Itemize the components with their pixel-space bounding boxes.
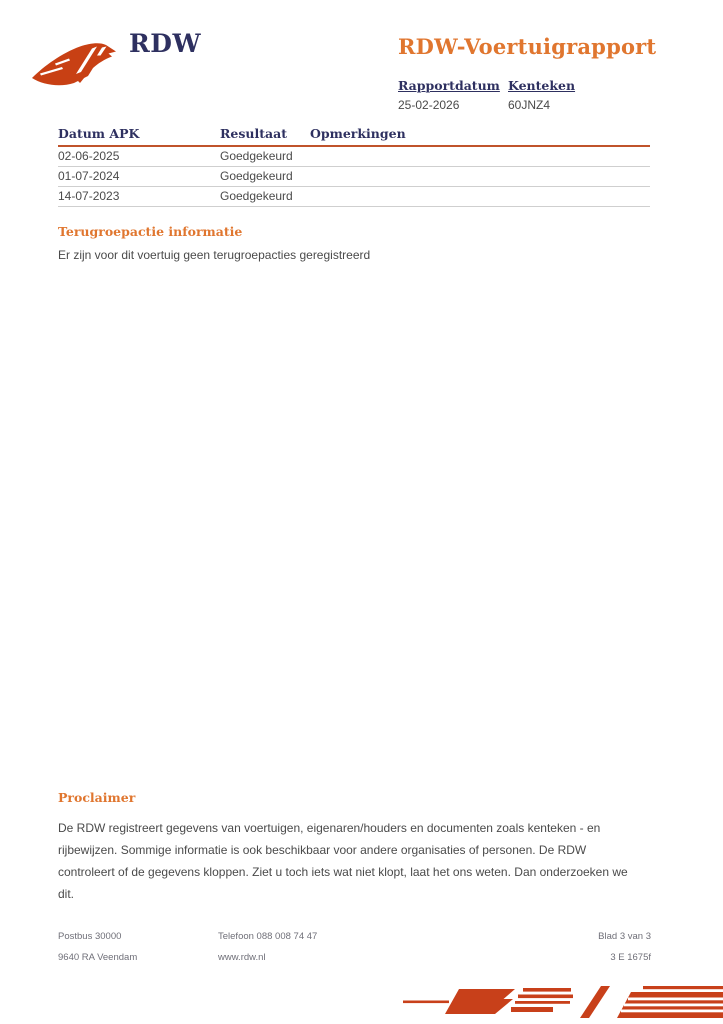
cell-datum: 01-07-2024 (58, 167, 220, 187)
column-header-datum-apk: Datum APK (58, 126, 220, 147)
cell-resultaat: Goedgekeurd (220, 187, 310, 207)
recall-section-body: Er zijn voor dit voertuig geen terugroepacties geregistreerd (58, 248, 371, 262)
column-header-opmerkingen: Opmerkingen (310, 126, 650, 147)
report-date-value: 25-02-2026 (398, 98, 460, 112)
page-footer (58, 931, 651, 963)
cell-opmerkingen (310, 161, 650, 167)
logo-text: RDW (129, 29, 202, 58)
footer-doc-code: 3 E 1675f (610, 952, 651, 963)
report-date-label: Rapportdatum (398, 78, 500, 93)
cell-datum: 14-07-2023 (58, 187, 220, 207)
rdw-speedlines-artwork-icon (403, 984, 723, 1022)
table-row (58, 147, 650, 167)
report-date-group (398, 78, 508, 112)
recall-info-section (58, 224, 650, 262)
table-header-row (58, 126, 650, 147)
cell-opmerkingen (310, 201, 650, 207)
license-plate-value: 60JNZ4 (508, 98, 551, 112)
footer-phone: Telefoon 088 008 74 47 (218, 931, 318, 942)
license-plate-label: Kenteken (508, 78, 576, 93)
license-plate-group (508, 78, 575, 112)
cell-resultaat: Goedgekeurd (220, 167, 310, 187)
apk-inspection-table (58, 126, 650, 207)
proclaimer-body: De RDW registreert gegevens van voertuigen, eigenaren/houders en documenten zoals kenteken - en rijbewijzen. Sommige informatie is ook beschikbaar voor andere organisaties of personen. De RDW controleert of de gegevens kloppen. Ziet u toch iets wat niet klopt, laat het ons weten. Dan onderzoeken we dit. (58, 821, 628, 901)
recall-section-heading: Terugroepactie informatie (58, 224, 243, 239)
footer-page-indicator: Blad 3 van 3 (598, 931, 651, 942)
proclaimer-section (58, 790, 643, 905)
footer-address-line1: Postbus 30000 (58, 931, 122, 942)
cell-opmerkingen (310, 181, 650, 187)
footer-address-line2: 9640 RA Veendam (58, 952, 138, 963)
document-title: RDW-Voertuigrapport (398, 34, 657, 59)
report-meta (398, 78, 575, 112)
cell-datum: 02-06-2025 (58, 147, 220, 167)
table-row (58, 187, 650, 207)
table-row (58, 167, 650, 187)
proclaimer-heading: Proclaimer (58, 790, 136, 805)
column-header-resultaat: Resultaat (220, 126, 310, 147)
footer-website-link[interactable]: www.rdw.nl (218, 952, 266, 963)
rdw-feather-logo-icon (32, 41, 122, 91)
cell-resultaat: Goedgekeurd (220, 147, 310, 167)
